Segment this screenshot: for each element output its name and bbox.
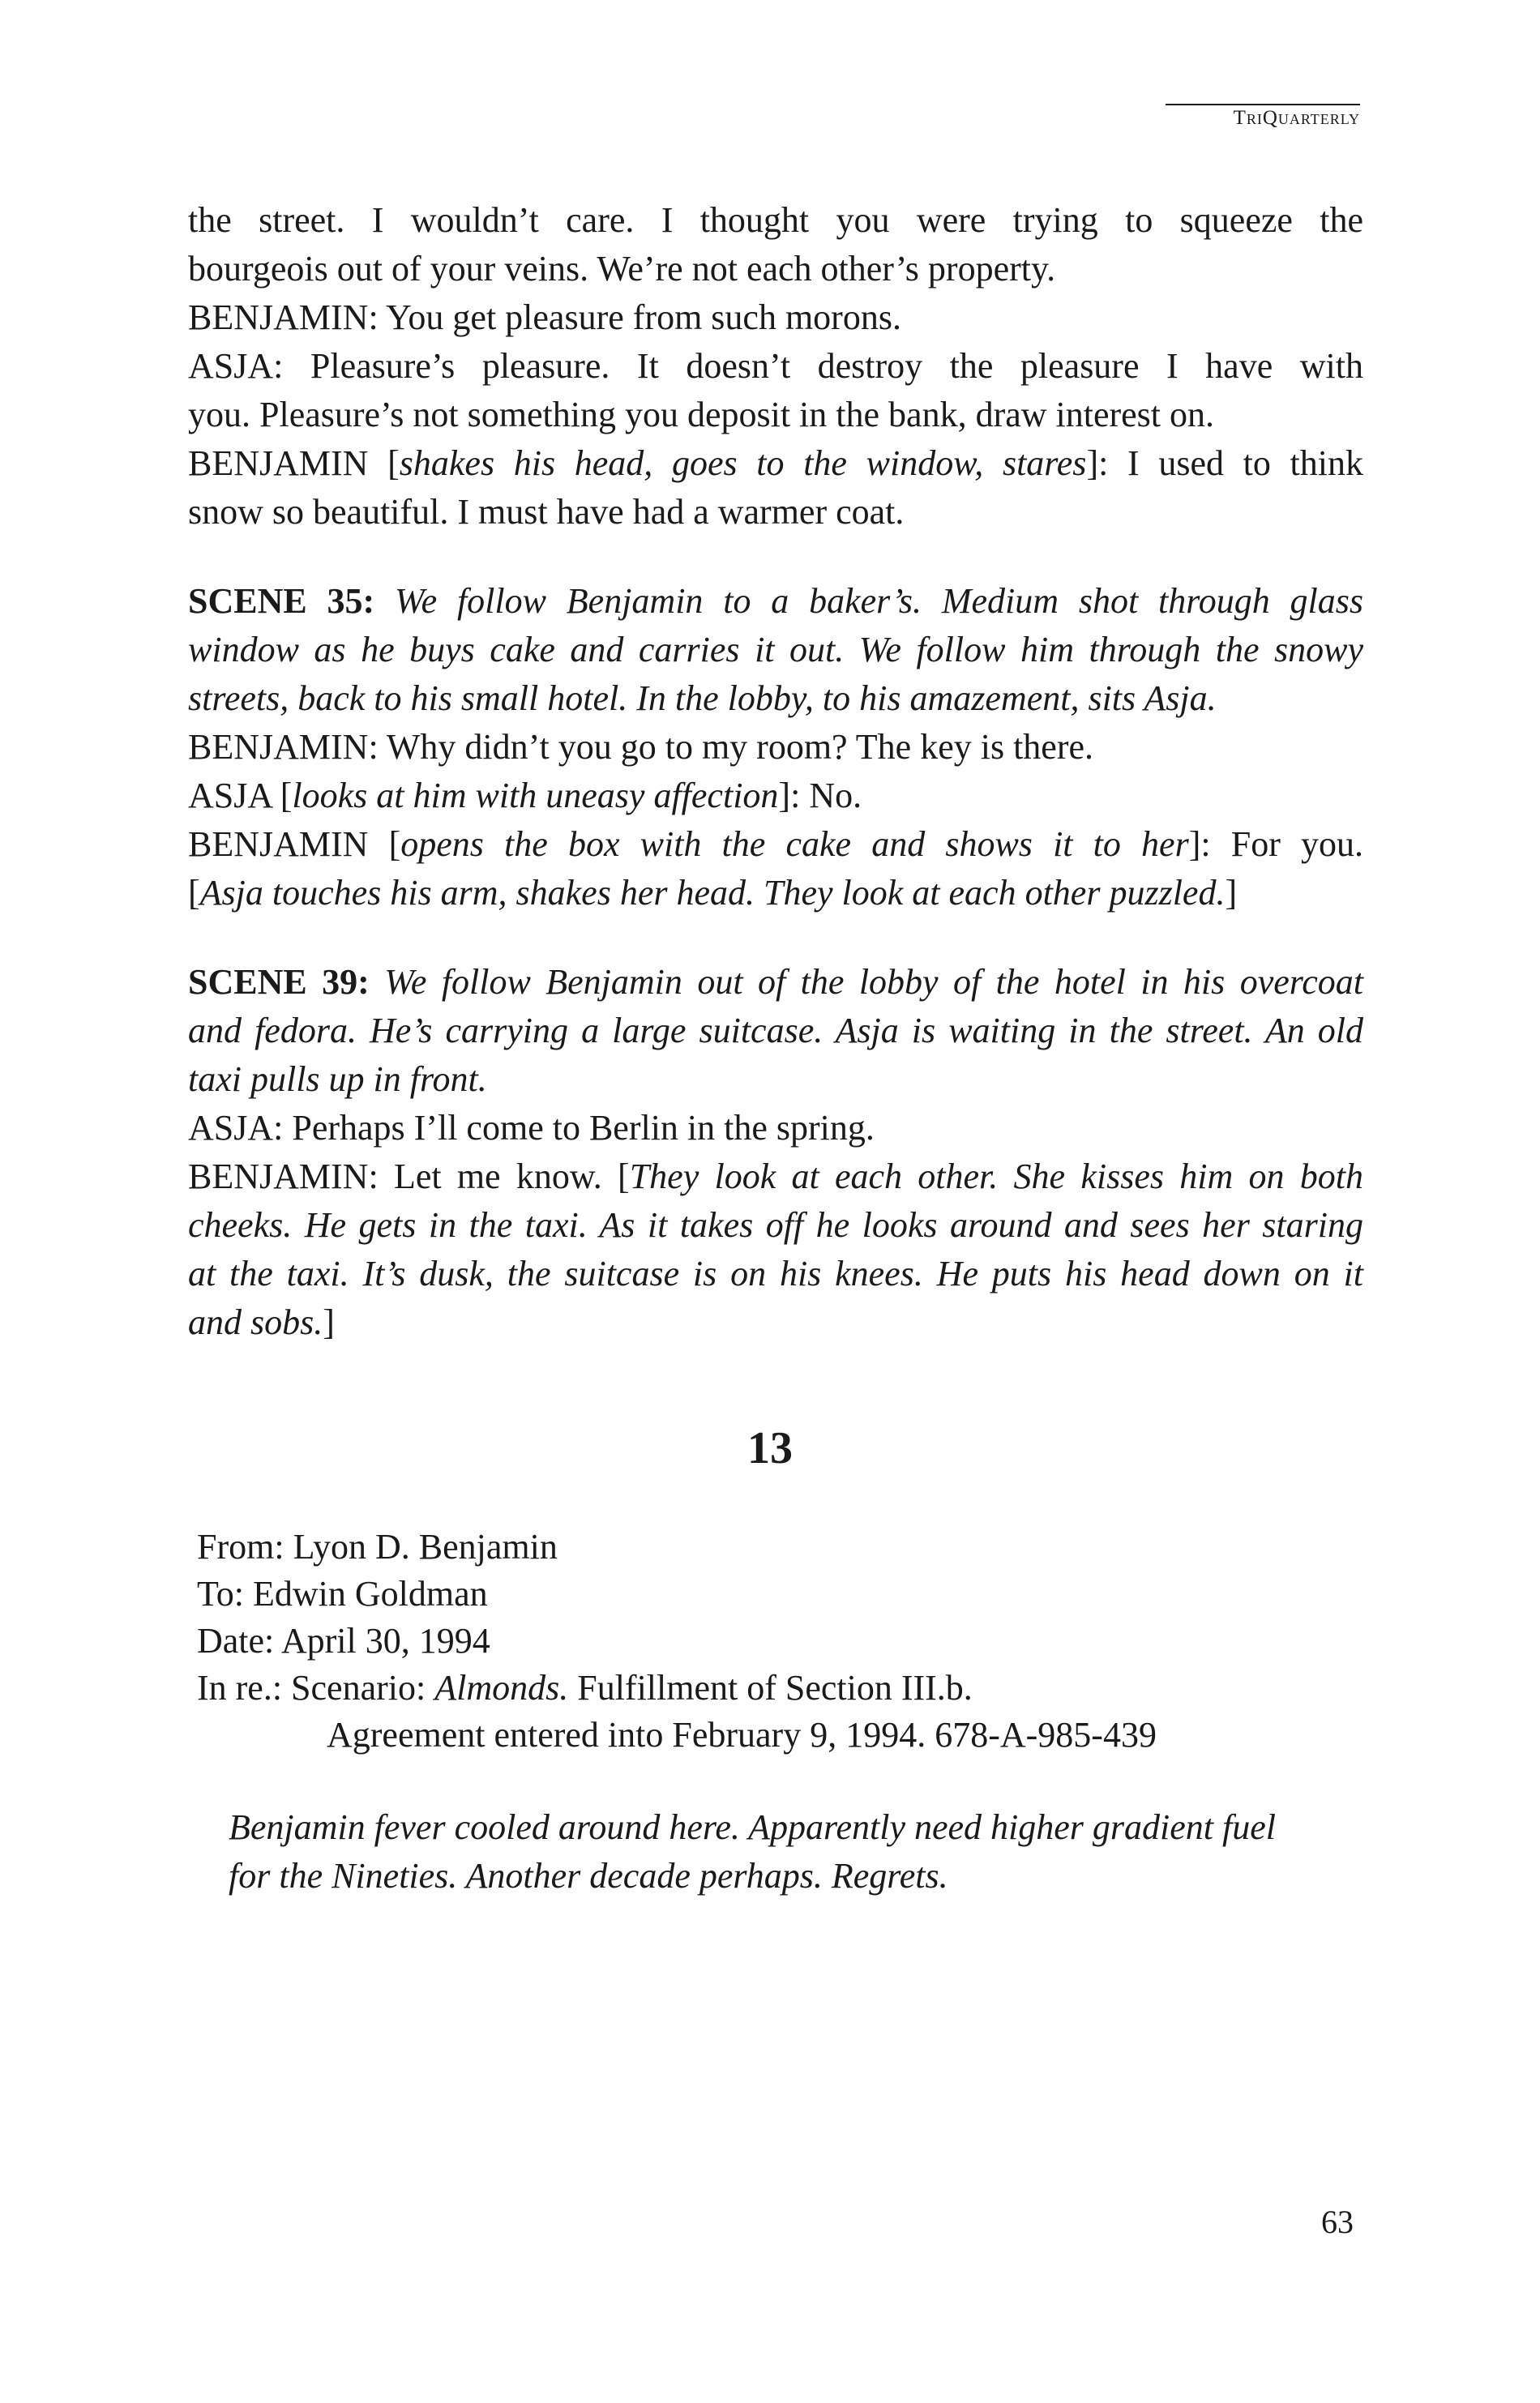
bracket: ]: [1225, 873, 1238, 913]
dialogue-text: I used to think: [1108, 443, 1363, 483]
bracket: [: [280, 776, 293, 815]
bracket: ]:: [1086, 443, 1109, 483]
memo-date: Date: April 30, 1994: [197, 1621, 490, 1661]
dialogue-text: For you.: [1210, 824, 1363, 864]
stage-direction-line: at the taxi. It’s dusk, the suitcase is on his knees. He puts his head down on it: [188, 1254, 1363, 1293]
scene-label: SCENE 39:: [188, 962, 370, 1002]
note-line: for the Nineties. Another decade perhaps. Regrets.: [229, 1856, 948, 1896]
memo-agreement: Agreement entered into February 9, 1994. 678-A-985-439: [327, 1715, 1157, 1755]
dialogue-text: Why didn’t you go to my room? The key is there.: [378, 727, 1094, 767]
bracket: [: [188, 873, 200, 913]
bracket: ]:: [1188, 824, 1211, 864]
scene-description-line: window as he buys cake and carries it out. We follow him through the snowy: [188, 630, 1363, 669]
dialogue-line: [188, 1104, 1363, 1152]
bracket: [: [388, 824, 401, 864]
memo-subject-suffix: Fulfillment of Section III.b.: [568, 1668, 973, 1708]
memo-subject-prefix: In re.: Scenario:: [197, 1668, 435, 1708]
dialogue-text: Let me know.: [378, 1157, 618, 1196]
bracket: [: [618, 1157, 630, 1196]
text-line: the street. I wouldn’t care. I thought you were trying to squeeze the: [188, 200, 1363, 240]
dialogue-line: [188, 772, 1363, 820]
stage-line: [188, 869, 1363, 917]
bracket: ]:: [778, 776, 801, 815]
dialogue-text: Perhaps I’ll come to Berlin in the spring.: [283, 1108, 875, 1148]
stage-direction: They look at each other. She kisses him on both: [629, 1157, 1363, 1196]
speaker-label: BENJAMIN: [188, 443, 388, 483]
stage-direction: shakes his head, goes to the window, stares: [399, 443, 1087, 483]
memo-from: From: Lyon D. Benjamin: [197, 1527, 558, 1567]
stage-direction: opens the box with the cake and shows it to her: [400, 824, 1189, 864]
memo-subject: [197, 1665, 1372, 1712]
dialogue-line: [188, 439, 1363, 488]
dialogue-text: No.: [800, 776, 862, 815]
dialogue-text: Pleasure’s pleasure. It doesn’t destroy the pleasure I have with: [283, 346, 1363, 386]
bracket: ]: [323, 1302, 335, 1342]
scene-35-block: [188, 577, 1363, 917]
speaker-label: BENJAMIN:: [188, 1157, 379, 1196]
dialogue-text: You get pleasure from such morons.: [378, 297, 901, 337]
stage-line: [188, 1298, 1363, 1347]
scene-label: SCENE 35:: [188, 581, 375, 621]
stage-direction-line: cheeks. He gets in the taxi. As it takes off he looks around and sees her staring: [188, 1205, 1363, 1245]
speaker-label: BENJAMIN: [188, 824, 389, 864]
memo-header: [197, 1524, 1372, 1759]
dialogue-line: [188, 820, 1363, 869]
text-line: bourgeois out of your veins. We’re not each other’s property.: [188, 249, 1056, 289]
scene-description-line: and fedora. He’s carrying a large suitcase. Asja is waiting in the street. An old: [188, 1011, 1363, 1050]
dialogue-line: [188, 342, 1363, 391]
speaker-label: BENJAMIN:: [188, 297, 379, 337]
text-line: you. Pleasure’s not something you deposit in the bank, draw interest on.: [188, 395, 1215, 434]
scene-39-block: [188, 958, 1363, 1347]
dialogue-block-1: [188, 196, 1363, 537]
scene-description: We follow Benjamin out of the lobby of the hotel in his overcoat: [369, 962, 1363, 1002]
stage-direction: and sobs.: [188, 1302, 323, 1342]
note-line: Benjamin fever cooled around here. Apparently need higher gradient fuel: [229, 1807, 1276, 1847]
speaker-label: ASJA:: [188, 1108, 284, 1148]
memo-subject-title: Almonds.: [434, 1668, 569, 1708]
stage-direction: looks at him with uneasy affection: [292, 776, 779, 815]
scene-description-line: taxi pulls up in front.: [188, 1059, 487, 1099]
text-line: snow so beautiful. I must have had a warmer coat.: [188, 492, 905, 532]
handwritten-style-note: [229, 1803, 1331, 1901]
scene-heading-line: [188, 958, 1363, 1007]
section-number: 13: [747, 1423, 793, 1473]
dialogue-line: [188, 723, 1363, 772]
scene-heading-line: [188, 577, 1363, 626]
memo-to: To: Edwin Goldman: [197, 1574, 488, 1614]
running-head-text: TriQuarterly: [1233, 107, 1360, 129]
dialogue-line: [188, 1152, 1363, 1201]
speaker-label: BENJAMIN:: [188, 727, 379, 767]
scene-description-line: streets, back to his small hotel. In the lobby, to his amazement, sits Asja.: [188, 678, 1217, 718]
scene-description: We follow Benjamin to a baker’s. Medium shot through glass: [374, 581, 1363, 621]
speaker-label: ASJA: [188, 776, 280, 815]
running-head: [1166, 104, 1360, 130]
bracket: [: [387, 443, 400, 483]
speaker-label: ASJA:: [188, 346, 284, 386]
page-number: 63: [1321, 2204, 1354, 2240]
stage-direction: Asja touches his arm, shakes her head. They look at each other puzzled.: [199, 873, 1226, 913]
dialogue-line: [188, 293, 1363, 342]
